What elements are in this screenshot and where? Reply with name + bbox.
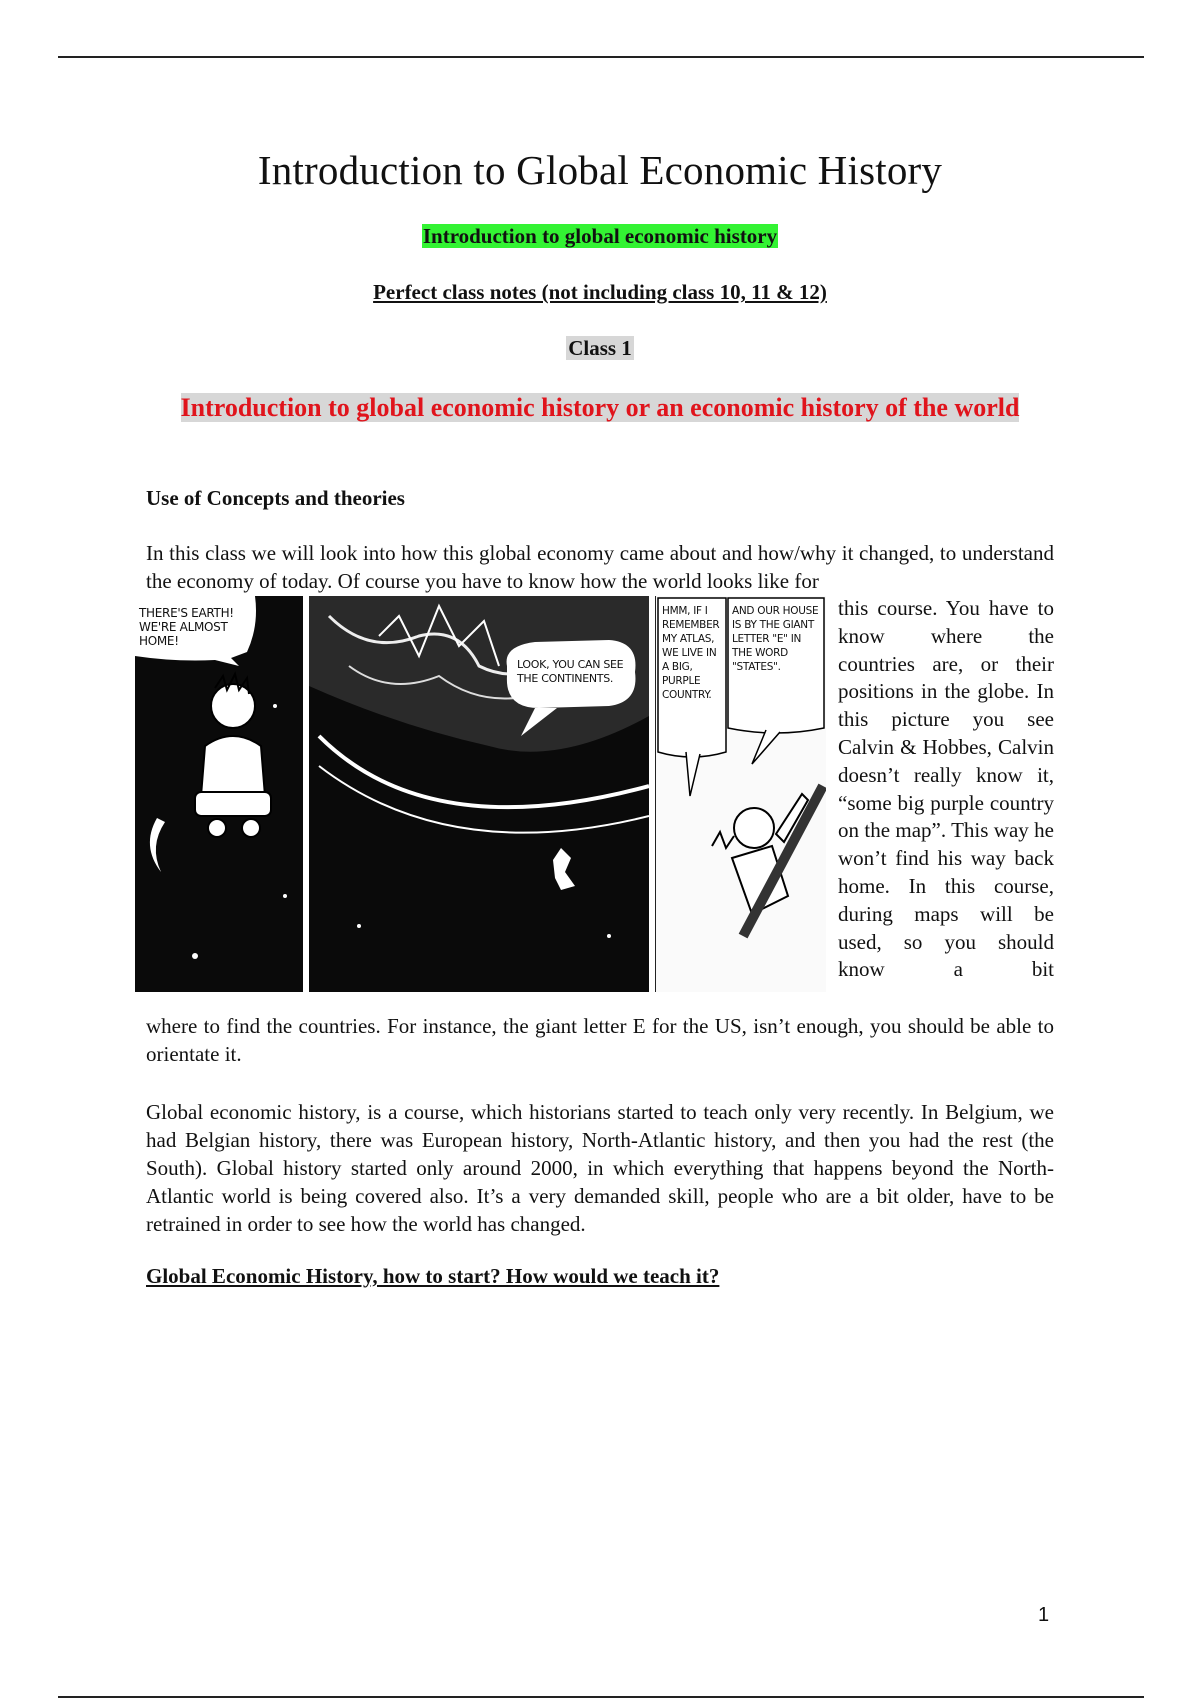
paragraph-intro: In this class we will look into how this global economy came about and how/why it changed, to understand the economy of today. Of course you have to know how the world looks like for (146, 541, 1054, 593)
paragraph-global-history: Global economic history, is a course, which historians started to teach only very recently. In Belgium, we had Belgian history, there was European history, North-Atlantic history, and then you had the rest (the South). Global history started only around 2000, in which everything that happens beyond the North-Atlantic world is being covered also. It’s a very demanded skill, people who are a bit older, have to be retrained in order to see how the world has changed. (146, 1100, 1054, 1236)
comic-panel-1 (135, 596, 303, 992)
highlighted-subtitle: Introduction to global economic history (422, 224, 778, 248)
paragraph-intro-continued: where to find the countries. For instance, the giant letter E for the US, isn’t enough, you should be able to orientate it. (146, 1014, 1054, 1066)
subheading-how-to-start: Global Economic History, how to start? How would we teach it? (146, 1264, 720, 1288)
page-number: 1 (1038, 1604, 1050, 1626)
subheading-concepts: Use of Concepts and theories (146, 486, 405, 510)
comic-panel-3 (655, 596, 826, 992)
paragraph-wrap-column: this course. You have to know where the countries are, or their positions in the globe. In this picture you see Calvin & Hobbes, Calvin doesn’t really know it, “some big purple country on the map”. This way he won’t find his way back home. In this course, during maps will be used, so you should know a bit (838, 596, 1054, 982)
document-title: Introduction to Global Economic History (257, 147, 943, 193)
notes-label: Perfect class notes (not including class 10, 11 & 12) (373, 280, 827, 304)
bubble-text-1: THERE'S EARTH! WE'RE ALMOST HOME! (139, 606, 234, 648)
calvin-hobbes-comic (135, 596, 825, 992)
bubble-text-2: LOOK, YOU CAN SEE THE CONTINENTS. (517, 658, 624, 685)
section-heading: Introduction to global economic history or an economic history of the world (180, 393, 1020, 422)
bottom-rule (58, 1696, 1144, 1698)
class-label: Class 1 (568, 336, 632, 360)
bubble-text-3b: AND OUR HOUSE IS BY THE GIANT LETTER "E" IN THE WORD "STATES". (732, 605, 819, 673)
top-rule (58, 56, 1144, 58)
comic-panel-2 (309, 596, 649, 992)
bubble-text-3a: HMM, IF I REMEMBER MY ATLAS, WE LIVE IN A BIG, PURPLE COUNTRY. (662, 605, 720, 701)
